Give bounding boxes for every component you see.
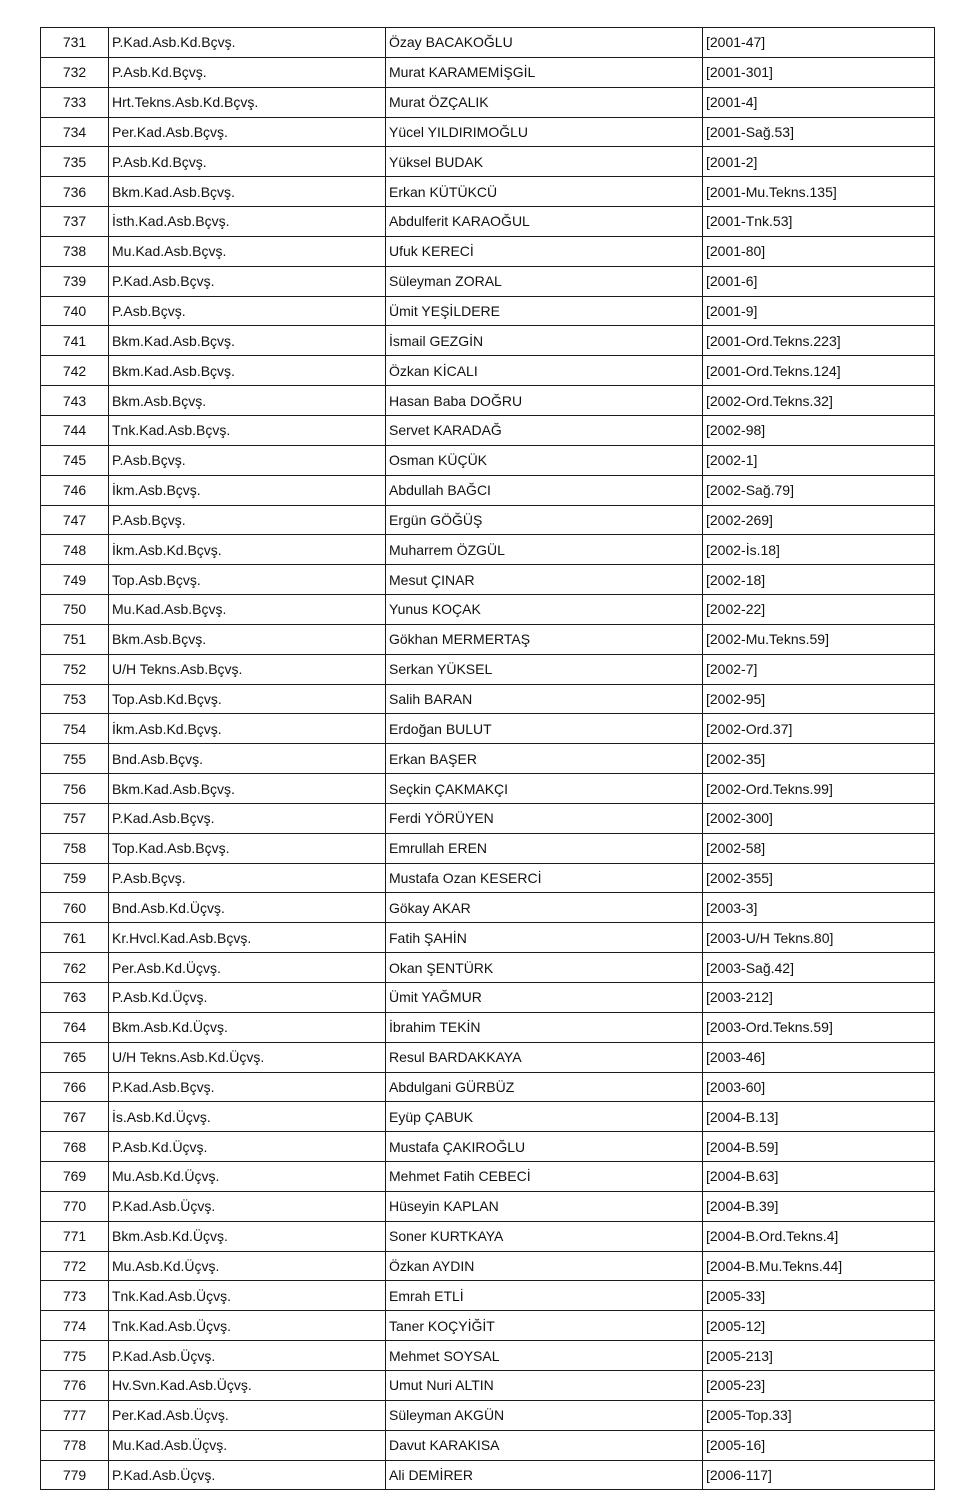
- name-cell: Gökay AKAR: [386, 893, 703, 923]
- name-cell: Özkan AYDIN: [386, 1251, 703, 1281]
- row-number: 764: [41, 1012, 109, 1042]
- row-number: 733: [41, 87, 109, 117]
- table-row: [41, 207, 935, 237]
- name-cell: Hasan Baba DOĞRU: [386, 386, 703, 416]
- table-row: [41, 177, 935, 207]
- name-cell: Osman KÜÇÜK: [386, 445, 703, 475]
- table-row: [41, 833, 935, 863]
- row-number: 756: [41, 774, 109, 804]
- rank-cell: Bkm.Asb.Bçvş.: [109, 386, 386, 416]
- rank-cell: Bkm.Kad.Asb.Bçvş.: [109, 774, 386, 804]
- name-cell: Özay BACAKOĞLU: [386, 28, 703, 58]
- table-row: [41, 1072, 935, 1102]
- row-number: 755: [41, 744, 109, 774]
- name-cell: Mehmet Fatih CEBECİ: [386, 1162, 703, 1192]
- name-cell: Ferdi YÖRÜYEN: [386, 803, 703, 833]
- table-row: [41, 923, 935, 953]
- name-cell: Yunus KOÇAK: [386, 595, 703, 625]
- row-number: 771: [41, 1221, 109, 1251]
- table-row: [41, 1460, 935, 1490]
- code-cell: [2001-9]: [703, 296, 935, 326]
- row-number: 770: [41, 1191, 109, 1221]
- rank-cell: P.Kad.Asb.Bçvş.: [109, 803, 386, 833]
- table-row: [41, 863, 935, 893]
- code-cell: [2004-B.39]: [703, 1191, 935, 1221]
- table-row: [41, 1191, 935, 1221]
- name-cell: Servet KARADAĞ: [386, 415, 703, 445]
- table-row: [41, 1132, 935, 1162]
- rank-cell: P.Asb.Bçvş.: [109, 445, 386, 475]
- rank-cell: P.Asb.Bçvş.: [109, 505, 386, 535]
- table-row: [41, 744, 935, 774]
- row-number: 775: [41, 1341, 109, 1371]
- name-cell: Serkan YÜKSEL: [386, 654, 703, 684]
- row-number: 759: [41, 863, 109, 893]
- row-number: 738: [41, 236, 109, 266]
- table-row: [41, 87, 935, 117]
- row-number: 749: [41, 565, 109, 595]
- rank-cell: İsth.Kad.Asb.Bçvş.: [109, 207, 386, 237]
- row-number: 762: [41, 953, 109, 983]
- name-cell: Seçkin ÇAKMAKÇI: [386, 774, 703, 804]
- row-number: 758: [41, 833, 109, 863]
- name-cell: Fatih ŞAHİN: [386, 923, 703, 953]
- code-cell: [2003-46]: [703, 1042, 935, 1072]
- row-number: 760: [41, 893, 109, 923]
- name-cell: Resul BARDAKKAYA: [386, 1042, 703, 1072]
- row-number: 747: [41, 505, 109, 535]
- code-cell: [2002-98]: [703, 415, 935, 445]
- code-cell: [2001-6]: [703, 266, 935, 296]
- name-cell: Ufuk KERECİ: [386, 236, 703, 266]
- code-cell: [2003-Sağ.42]: [703, 953, 935, 983]
- table-row: [41, 445, 935, 475]
- name-cell: Süleyman AKGÜN: [386, 1400, 703, 1430]
- code-cell: [2003-U/H Tekns.80]: [703, 923, 935, 953]
- code-cell: [2002-İs.18]: [703, 535, 935, 565]
- row-number: 774: [41, 1311, 109, 1341]
- row-number: 776: [41, 1370, 109, 1400]
- row-number: 750: [41, 595, 109, 625]
- rank-cell: Bkm.Kad.Asb.Bçvş.: [109, 326, 386, 356]
- row-number: 744: [41, 415, 109, 445]
- rank-cell: P.Kad.Asb.Kd.Bçvş.: [109, 28, 386, 58]
- row-number: 777: [41, 1400, 109, 1430]
- code-cell: [2002-Mu.Tekns.59]: [703, 624, 935, 654]
- rank-cell: Bkm.Asb.Bçvş.: [109, 624, 386, 654]
- row-number: 769: [41, 1162, 109, 1192]
- code-cell: [2002-Ord.Tekns.99]: [703, 774, 935, 804]
- table-row: [41, 1400, 935, 1430]
- row-number: 736: [41, 177, 109, 207]
- row-number: 766: [41, 1072, 109, 1102]
- code-cell: [2001-Tnk.53]: [703, 207, 935, 237]
- code-cell: [2001-80]: [703, 236, 935, 266]
- rank-cell: P.Kad.Asb.Bçvş.: [109, 1072, 386, 1102]
- row-number: 739: [41, 266, 109, 296]
- name-cell: Ergün GÖĞÜŞ: [386, 505, 703, 535]
- code-cell: [2002-300]: [703, 803, 935, 833]
- rank-cell: Hv.Svn.Kad.Asb.Üçvş.: [109, 1370, 386, 1400]
- row-number: 772: [41, 1251, 109, 1281]
- rank-cell: Per.Asb.Kd.Üçvş.: [109, 953, 386, 983]
- table-row: [41, 147, 935, 177]
- code-cell: [2003-60]: [703, 1072, 935, 1102]
- name-cell: Yücel YILDIRIMOĞLU: [386, 117, 703, 147]
- table-row: [41, 684, 935, 714]
- rank-cell: Mu.Kad.Asb.Bçvş.: [109, 236, 386, 266]
- name-cell: Yüksel BUDAK: [386, 147, 703, 177]
- table-row: [41, 1430, 935, 1460]
- rank-cell: Hrt.Tekns.Asb.Kd.Bçvş.: [109, 87, 386, 117]
- name-cell: Muharrem ÖZGÜL: [386, 535, 703, 565]
- code-cell: [2002-95]: [703, 684, 935, 714]
- name-cell: Abdulgani GÜRBÜZ: [386, 1072, 703, 1102]
- name-cell: Mehmet SOYSAL: [386, 1341, 703, 1371]
- code-cell: [2004-B.13]: [703, 1102, 935, 1132]
- name-cell: Abdullah BAĞCI: [386, 475, 703, 505]
- table-row: [41, 654, 935, 684]
- code-cell: [2005-12]: [703, 1311, 935, 1341]
- row-number: 779: [41, 1460, 109, 1490]
- name-cell: Murat ÖZÇALIK: [386, 87, 703, 117]
- table-row: [41, 714, 935, 744]
- table-row: [41, 1370, 935, 1400]
- table-row: [41, 57, 935, 87]
- rank-cell: Tnk.Kad.Asb.Bçvş.: [109, 415, 386, 445]
- table-row: [41, 535, 935, 565]
- code-cell: [2001-Mu.Tekns.135]: [703, 177, 935, 207]
- code-cell: [2003-3]: [703, 893, 935, 923]
- row-number: 757: [41, 803, 109, 833]
- rank-cell: P.Kad.Asb.Üçvş.: [109, 1191, 386, 1221]
- rank-cell: Bkm.Asb.Kd.Üçvş.: [109, 1012, 386, 1042]
- row-number: 735: [41, 147, 109, 177]
- rank-cell: P.Asb.Kd.Bçvş.: [109, 147, 386, 177]
- rank-cell: İkm.Asb.Kd.Bçvş.: [109, 714, 386, 744]
- table-row: [41, 356, 935, 386]
- rank-cell: P.Kad.Asb.Bçvş.: [109, 266, 386, 296]
- name-cell: Hüseyin KAPLAN: [386, 1191, 703, 1221]
- table-row: [41, 236, 935, 266]
- table-row: [41, 624, 935, 654]
- table-row: [41, 1281, 935, 1311]
- table-row: [41, 1221, 935, 1251]
- name-cell: Abdulferit KARAOĞUL: [386, 207, 703, 237]
- table-row: [41, 475, 935, 505]
- row-number: 752: [41, 654, 109, 684]
- code-cell: [2001-4]: [703, 87, 935, 117]
- row-number: 741: [41, 326, 109, 356]
- name-cell: Gökhan MERMERTAŞ: [386, 624, 703, 654]
- rank-cell: Bkm.Kad.Asb.Bçvş.: [109, 177, 386, 207]
- code-cell: [2002-355]: [703, 863, 935, 893]
- row-number: 751: [41, 624, 109, 654]
- name-cell: Davut KARAKISA: [386, 1430, 703, 1460]
- table-row: [41, 1042, 935, 1072]
- rank-cell: Top.Asb.Bçvş.: [109, 565, 386, 595]
- table-row: [41, 28, 935, 58]
- code-cell: [2004-B.59]: [703, 1132, 935, 1162]
- name-cell: Erkan BAŞER: [386, 744, 703, 774]
- table-row: [41, 893, 935, 923]
- table-row: [41, 296, 935, 326]
- code-cell: [2005-33]: [703, 1281, 935, 1311]
- code-cell: [2002-Ord.37]: [703, 714, 935, 744]
- table-row: [41, 415, 935, 445]
- name-cell: Mustafa Ozan KESERCİ: [386, 863, 703, 893]
- code-cell: [2001-Ord.Tekns.223]: [703, 326, 935, 356]
- rank-cell: Per.Kad.Asb.Bçvş.: [109, 117, 386, 147]
- name-cell: Mustafa ÇAKIROĞLU: [386, 1132, 703, 1162]
- code-cell: [2005-16]: [703, 1430, 935, 1460]
- rank-cell: P.Asb.Kd.Üçvş.: [109, 1132, 386, 1162]
- name-cell: Emrah ETLİ: [386, 1281, 703, 1311]
- personnel-table: [40, 27, 935, 1490]
- rank-cell: P.Kad.Asb.Üçvş.: [109, 1460, 386, 1490]
- code-cell: [2005-23]: [703, 1370, 935, 1400]
- name-cell: Ali DEMİRER: [386, 1460, 703, 1490]
- table-row: [41, 1012, 935, 1042]
- name-cell: Soner KURTKAYA: [386, 1221, 703, 1251]
- rank-cell: P.Kad.Asb.Üçvş.: [109, 1341, 386, 1371]
- code-cell: [2002-35]: [703, 744, 935, 774]
- name-cell: Ümit YEŞİLDERE: [386, 296, 703, 326]
- row-number: 748: [41, 535, 109, 565]
- rank-cell: Bnd.Asb.Kd.Üçvş.: [109, 893, 386, 923]
- table-row: [41, 1102, 935, 1132]
- code-cell: [2005-213]: [703, 1341, 935, 1371]
- rank-cell: Per.Kad.Asb.Üçvş.: [109, 1400, 386, 1430]
- code-cell: [2001-47]: [703, 28, 935, 58]
- row-number: 740: [41, 296, 109, 326]
- rank-cell: Bkm.Asb.Kd.Üçvş.: [109, 1221, 386, 1251]
- table-row: [41, 565, 935, 595]
- code-cell: [2004-B.Mu.Tekns.44]: [703, 1251, 935, 1281]
- code-cell: [2004-B.Ord.Tekns.4]: [703, 1221, 935, 1251]
- name-cell: Murat KARAMEMİŞGİL: [386, 57, 703, 87]
- name-cell: Özkan KİCALI: [386, 356, 703, 386]
- code-cell: [2002-269]: [703, 505, 935, 535]
- code-cell: [2002-Ord.Tekns.32]: [703, 386, 935, 416]
- rank-cell: U/H Tekns.Asb.Kd.Üçvş.: [109, 1042, 386, 1072]
- row-number: 773: [41, 1281, 109, 1311]
- name-cell: Eyüp ÇABUK: [386, 1102, 703, 1132]
- row-number: 768: [41, 1132, 109, 1162]
- row-number: 737: [41, 207, 109, 237]
- code-cell: [2002-7]: [703, 654, 935, 684]
- table-row: [41, 1311, 935, 1341]
- name-cell: Ümit YAĞMUR: [386, 983, 703, 1013]
- table-row: [41, 595, 935, 625]
- row-number: 742: [41, 356, 109, 386]
- code-cell: [2006-117]: [703, 1460, 935, 1490]
- table-row: [41, 774, 935, 804]
- table-row: [41, 266, 935, 296]
- code-cell: [2002-22]: [703, 595, 935, 625]
- rank-cell: Mu.Asb.Kd.Üçvş.: [109, 1251, 386, 1281]
- name-cell: Erkan KÜTÜKCÜ: [386, 177, 703, 207]
- code-cell: [2003-Ord.Tekns.59]: [703, 1012, 935, 1042]
- table-row: [41, 117, 935, 147]
- row-number: 767: [41, 1102, 109, 1132]
- code-cell: [2002-18]: [703, 565, 935, 595]
- row-number: 732: [41, 57, 109, 87]
- row-number: 763: [41, 983, 109, 1013]
- table-row: [41, 1162, 935, 1192]
- name-cell: İsmail GEZGİN: [386, 326, 703, 356]
- rank-cell: İkm.Asb.Bçvş.: [109, 475, 386, 505]
- table-row: [41, 803, 935, 833]
- table-row: [41, 505, 935, 535]
- rank-cell: P.Asb.Kd.Üçvş.: [109, 983, 386, 1013]
- code-cell: [2004-B.63]: [703, 1162, 935, 1192]
- table-row: [41, 983, 935, 1013]
- row-number: 778: [41, 1430, 109, 1460]
- rank-cell: P.Asb.Kd.Bçvş.: [109, 57, 386, 87]
- row-number: 746: [41, 475, 109, 505]
- table-row: [41, 386, 935, 416]
- rank-cell: Top.Kad.Asb.Bçvş.: [109, 833, 386, 863]
- name-cell: Salih BARAN: [386, 684, 703, 714]
- code-cell: [2001-Ord.Tekns.124]: [703, 356, 935, 386]
- rank-cell: P.Asb.Bçvş.: [109, 863, 386, 893]
- rank-cell: P.Asb.Bçvş.: [109, 296, 386, 326]
- rank-cell: Kr.Hvcl.Kad.Asb.Bçvş.: [109, 923, 386, 953]
- code-cell: [2002-Sağ.79]: [703, 475, 935, 505]
- code-cell: [2001-Sağ.53]: [703, 117, 935, 147]
- rank-cell: Top.Asb.Kd.Bçvş.: [109, 684, 386, 714]
- name-cell: İbrahim TEKİN: [386, 1012, 703, 1042]
- rank-cell: İkm.Asb.Kd.Bçvş.: [109, 535, 386, 565]
- rank-cell: Mu.Asb.Kd.Üçvş.: [109, 1162, 386, 1192]
- table-row: [41, 326, 935, 356]
- rank-cell: U/H Tekns.Asb.Bçvş.: [109, 654, 386, 684]
- table-row: [41, 953, 935, 983]
- rank-cell: Tnk.Kad.Asb.Üçvş.: [109, 1311, 386, 1341]
- personnel-table-body: [41, 28, 935, 1490]
- rank-cell: Bnd.Asb.Bçvş.: [109, 744, 386, 774]
- code-cell: [2003-212]: [703, 983, 935, 1013]
- row-number: 731: [41, 28, 109, 58]
- row-number: 754: [41, 714, 109, 744]
- code-cell: [2001-2]: [703, 147, 935, 177]
- row-number: 765: [41, 1042, 109, 1072]
- name-cell: Umut Nuri ALTIN: [386, 1370, 703, 1400]
- name-cell: Emrullah EREN: [386, 833, 703, 863]
- rank-cell: Bkm.Kad.Asb.Bçvş.: [109, 356, 386, 386]
- code-cell: [2002-1]: [703, 445, 935, 475]
- rank-cell: Tnk.Kad.Asb.Üçvş.: [109, 1281, 386, 1311]
- name-cell: Erdoğan BULUT: [386, 714, 703, 744]
- row-number: 743: [41, 386, 109, 416]
- row-number: 753: [41, 684, 109, 714]
- name-cell: Mesut ÇINAR: [386, 565, 703, 595]
- row-number: 745: [41, 445, 109, 475]
- code-cell: [2005-Top.33]: [703, 1400, 935, 1430]
- table-row: [41, 1341, 935, 1371]
- row-number: 734: [41, 117, 109, 147]
- name-cell: Süleyman ZORAL: [386, 266, 703, 296]
- table-row: [41, 1251, 935, 1281]
- name-cell: Okan ŞENTÜRK: [386, 953, 703, 983]
- code-cell: [2001-301]: [703, 57, 935, 87]
- code-cell: [2002-58]: [703, 833, 935, 863]
- rank-cell: Mu.Kad.Asb.Üçvş.: [109, 1430, 386, 1460]
- rank-cell: Mu.Kad.Asb.Bçvş.: [109, 595, 386, 625]
- name-cell: Taner KOÇYİĞİT: [386, 1311, 703, 1341]
- row-number: 761: [41, 923, 109, 953]
- rank-cell: İs.Asb.Kd.Üçvş.: [109, 1102, 386, 1132]
